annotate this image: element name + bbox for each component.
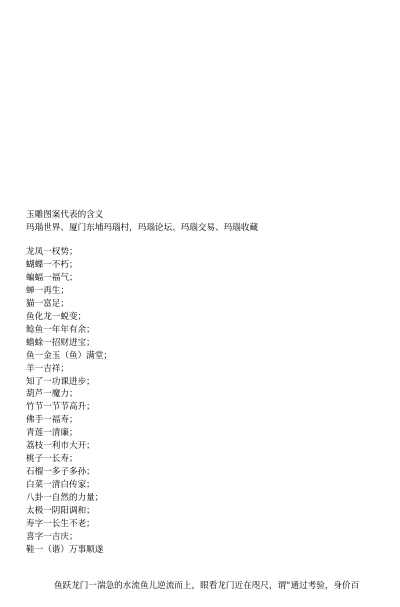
meaning-item: 鞋一（谐）万事顺遂 [26, 544, 104, 555]
document-subtitle: 玛瑙世界、厦门东埔玛瑙村，玛瑙论坛、玛瑙交易、玛瑙收藏 [26, 223, 259, 233]
meaning-item: 蝴蝶一不朽； [26, 259, 78, 270]
meaning-item: 鱼化龙一蜕变； [26, 311, 87, 322]
meaning-item: 羊一吉祥； [26, 363, 69, 374]
meaning-item: 龙凤一权势； [26, 247, 78, 257]
meaning-item: 太极一阴阳调和； [26, 506, 95, 517]
meaning-item: 竹节一节节高升； [26, 402, 95, 413]
meaning-item: 荔枝一利市大开； [26, 441, 95, 452]
meaning-item: 猫一富足； [26, 298, 69, 309]
meaning-item: 鲶鱼一年年有余； [26, 324, 95, 335]
meaning-item: 白菜一清白传家； [26, 480, 95, 491]
document-title: 玉雕图案代表的含义 [26, 210, 104, 220]
meaning-item: 鱼一金玉（鱼）满堂； [26, 350, 112, 361]
meaning-item: 知了一功课进步； [26, 376, 95, 387]
meaning-item: 青莲一清廉； [26, 428, 78, 439]
meaning-item: 八卦一自然的力量； [26, 493, 104, 504]
pattern-meanings-list [26, 246, 366, 557]
meaning-item: 喜字一吉庆； [26, 531, 78, 542]
meaning-item: 蝉一再生； [26, 285, 69, 296]
meaning-item: 寿字一长生不老； [26, 519, 95, 530]
meaning-item: 蝙蝠一福气； [26, 272, 78, 283]
meaning-item: 桃子一长寿； [26, 454, 78, 465]
body-paragraph: 鱼跃龙门一湍急的水流鱼儿逆流而上，眼看龙门近在咫尺，谓“通过考验，身价百 [54, 580, 360, 591]
meaning-item: 蟾蜍一招财进宝； [26, 337, 95, 348]
meaning-item: 佛手一福寿； [26, 415, 78, 426]
meaning-item: 石榴一多子多孙； [26, 467, 95, 478]
meaning-item: 葫芦一魔力； [26, 389, 78, 400]
document-header [26, 209, 386, 235]
